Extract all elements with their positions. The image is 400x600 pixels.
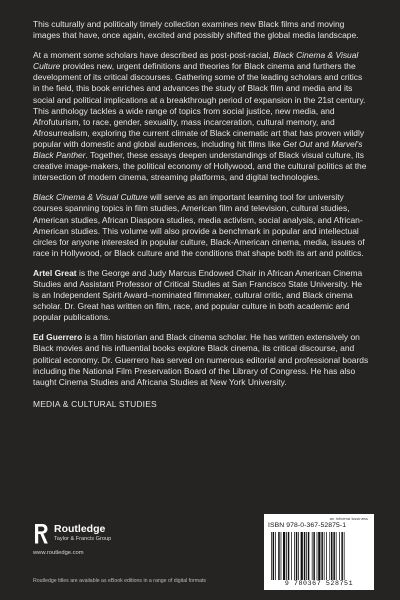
usage-paragraph	[33, 192, 369, 259]
description-text: At a moment some scholars have described as post-post-racial,	[33, 50, 274, 61]
description-text: provides new, urgent definitions and theories for Black cinema and furthers the development of its critical discourses. Gathering some of the leading scholars and critics in the field, this book enriches and advances the study of Black film and media and its social and political implications at a breakthrough period of expansion in the 21st century. This anthology tackles a wide range of topics from social justice, new media, and Afrofuturism, to race, gender, sexuality, mass incarceration, cultural memory, and Afrosurrealism, exploring the current climate of Black cinematic art that has proven wildly popular with domestic and global audiences, including hit films like	[33, 61, 366, 149]
author-name: Ed Guerrero	[33, 332, 83, 343]
author-name: Artel Great	[33, 267, 77, 278]
book-title-italic: Black Cinema & Visual Culture	[33, 50, 359, 72]
author-bio-text: is the George and Judy Marcus Endowed Chair in African American Cinema Studies and Assistant Professor of Critical Studies at San Francisco State University. He is an Independent Spirit Award–nominated filmmaker, cultural critic, and Black cinema scholar. Dr. Great has written on film, race, and popular culture in both academic and popular publications.	[33, 267, 363, 323]
usage-text: will serve as an important learning tool for university courses spanning topics in film studies, American film and television, cultural studies, American studies, African Diaspora studies, media activism, social analysis, and African-American studies. This volume will also provide a benchmark in popular and intellectual circles for anyone interested in popular culture, Black-American cinema, media, issues of race in Hollywood, or Black culture and the conditions that shape both its art and politics.	[33, 192, 365, 258]
film-title-italic: Get Out	[282, 138, 313, 149]
publisher-group: Taylor & Francis Group	[54, 536, 112, 542]
description-text: . Together, these essays deepen understandings of Black visual culture, its creative image-makers, the political economy of Hollywood, and the cultural politics at the intersection of modern cinema, streaming platforms, and digital technologies.	[33, 150, 367, 183]
author-bio-text: is a film historian and Black cinema scholar. He has written extensively on Black movies and his influential books explore Black cinema, its critical discourse, and political economy. Dr. Guerrero has served on numerous editorial and professional boards including the National Film Preservation Board of the Library of Congress. He has also taught Cinema Studies and Africana Studies at New York University.	[33, 332, 369, 387]
barcode-panel	[264, 514, 374, 590]
description-text: and	[312, 138, 332, 149]
informa-label: an informa business	[329, 516, 368, 521]
author-bio-1	[33, 268, 369, 323]
publisher-logo-block	[33, 523, 111, 545]
barcode-digits: 9 780367 528751	[284, 580, 354, 587]
back-cover-text	[33, 19, 369, 419]
publisher-website-link[interactable]: www.routledge.com	[33, 550, 84, 556]
book-title-italic: Black Cinema & Visual Culture	[33, 192, 148, 203]
author-bio-2	[33, 332, 369, 387]
routledge-logo-icon	[33, 523, 49, 545]
isbn-label: ISBN 978-0-367-52875-1	[268, 522, 347, 529]
film-title-italic: Marvel's Black Panther	[33, 138, 363, 161]
barcode-icon	[271, 532, 367, 580]
intro-paragraph: This culturally and politically timely collection examines new Black films and moving images that have, once again, excited and possibly shifted the global media landscape.	[33, 19, 359, 41]
description-paragraph	[33, 50, 369, 183]
publisher-name: Routledge	[54, 523, 106, 535]
subject-category: MEDIA & CULTURAL STUDIES	[33, 398, 157, 409]
ebook-availability-note: Routledge titles are available as eBook editions in a range of digital formats	[33, 578, 207, 584]
